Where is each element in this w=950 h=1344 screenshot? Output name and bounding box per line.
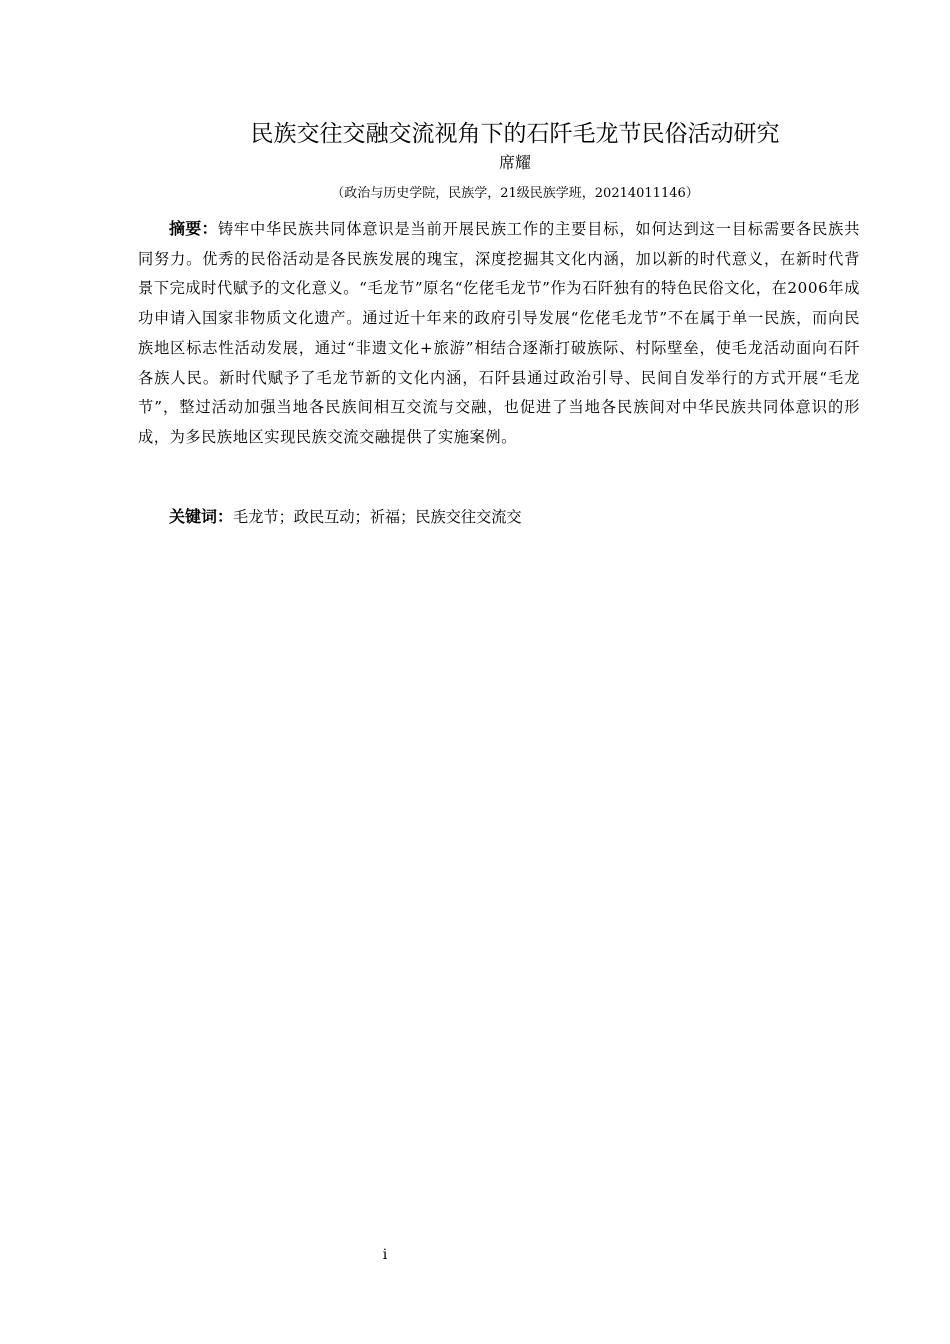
abstract-paragraph xyxy=(138,214,860,453)
keywords-paragraph xyxy=(169,502,859,532)
keywords-label: 关键词： xyxy=(169,507,234,526)
paper-title: 民族交往交融交流视角下的石阡毛龙节民俗活动研究 xyxy=(250,121,780,147)
author-name: 席耀 xyxy=(498,153,531,172)
page-number: i xyxy=(382,1247,388,1263)
author-affiliation: （政治与历史学院，民族学，21级民族学班，20214011146） xyxy=(331,186,699,201)
abstract-text: 铸牢中华民族共同体意识是当前开展民族工作的主要目标，如何达到这一目标需要各民族共同努力。优秀的民俗活动是各民族发展的瑰宝，深度挖掘其文化内涵，加以新的时代意义，在新时代背景下完成时代赋予的文化意义。“毛龙节”原名“仡佬毛龙节”作为石阡独有的特色民俗文化，在2006年成功申请入国家非物质文化遗产。通过近十年来的政府引导发展“仡佬毛龙节”不在属于单一民族，而向民族地区标志性活动发展，通过“非遗文化+旅游”相结合逐渐打破族际、村际壁垒，使毛龙活动面向石阡各族人民。新时代赋予了毛龙节新的文化内涵，石阡县通过政治引导、民间自发举行的方式开展“毛龙节”，整过活动加强当地各民族间相互交流与交融，也促进了当地各民族间对中华民族共同体意识的形成，为多民族地区实现民族交流交融提供了实施案例。 xyxy=(138,220,860,446)
abstract-label: 摘要： xyxy=(169,219,218,238)
keywords-text: 毛龙节；政民互动；祈福；民族交往交流交 xyxy=(233,508,522,526)
